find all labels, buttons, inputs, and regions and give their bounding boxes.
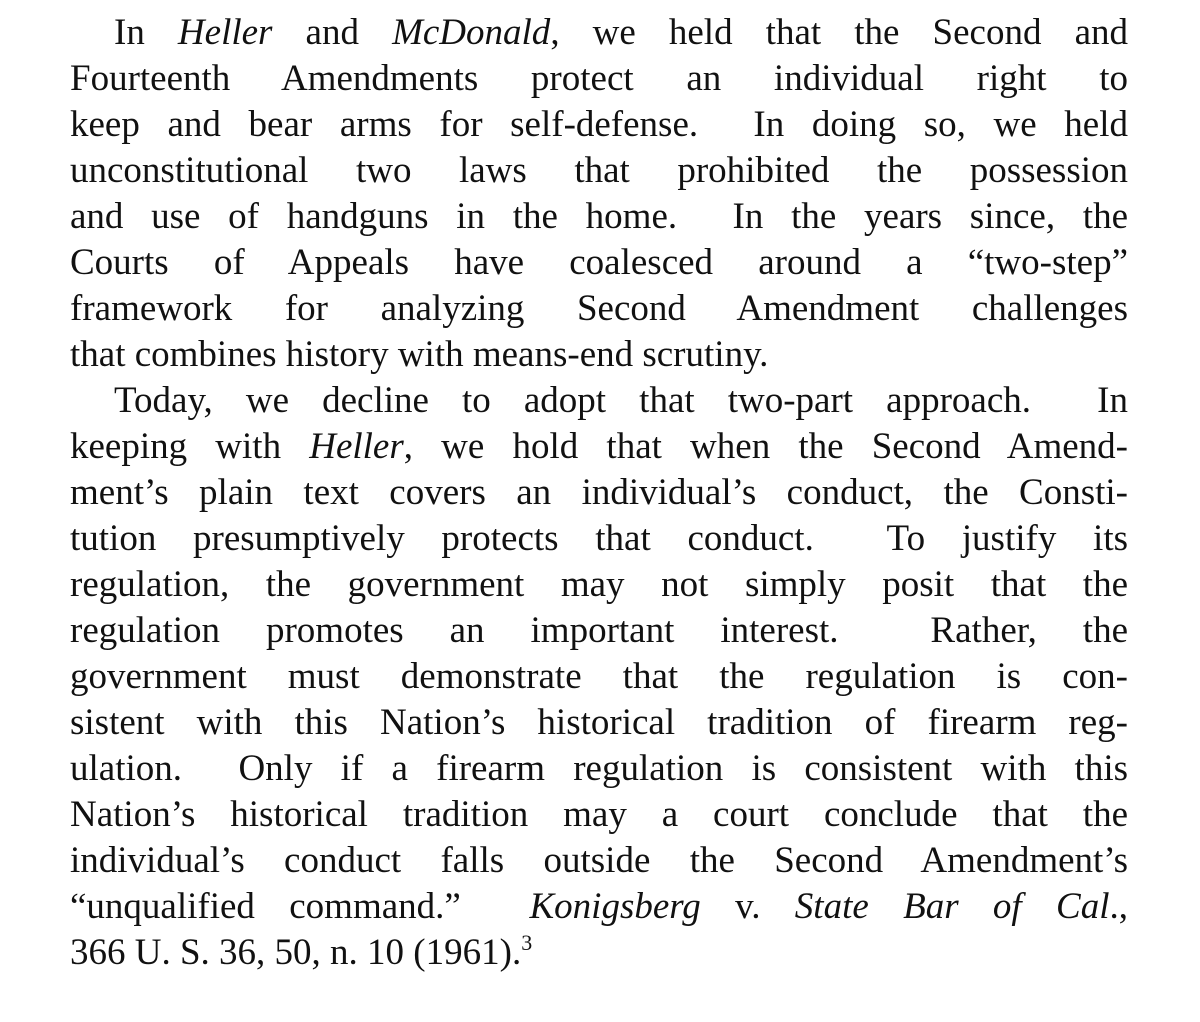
text-line — [70, 10, 1128, 56]
text-line — [70, 424, 1128, 470]
text-run: unconstitutional two laws that prohibited the possession — [70, 150, 1128, 191]
text-line — [70, 654, 1128, 700]
text-line — [70, 700, 1128, 746]
text-line — [70, 148, 1128, 194]
text-line — [70, 930, 1128, 976]
text-run: Today, we decline to adopt that two-part approach. In — [114, 380, 1128, 421]
text-run: “unqualified command.” — [70, 886, 530, 927]
text-line — [70, 102, 1128, 148]
text-run: Fourteenth Amendments protect an individual right to — [70, 58, 1128, 99]
text-run: Nation’s historical tradition may a court conclude that the — [70, 794, 1128, 835]
text-line — [70, 240, 1128, 286]
text-run: ulation. Only if a firearm regulation is consistent with this — [70, 748, 1128, 789]
text-line — [70, 746, 1128, 792]
text-run: v. — [700, 886, 795, 927]
footnote-marker: 3 — [521, 930, 533, 955]
text-line — [70, 332, 1128, 378]
text-line — [70, 56, 1128, 102]
text-run: ., — [1109, 886, 1128, 927]
text-run: , we held that the Second and — [550, 12, 1128, 53]
text-run: framework for analyzing Second Amendment challenges — [70, 288, 1128, 329]
text-run: tution presumptively protects that conduct. To justify its — [70, 518, 1128, 559]
text-run: , we hold that when the Second Amend- — [403, 426, 1129, 467]
text-line — [70, 562, 1128, 608]
opinion-text — [70, 10, 1128, 976]
text-run: and use of handguns in the home. In the years since, the — [70, 196, 1128, 237]
text-line — [70, 792, 1128, 838]
text-line — [70, 194, 1128, 240]
text-line — [70, 516, 1128, 562]
text-line — [70, 470, 1128, 516]
italic-case-name: Heller — [177, 12, 273, 53]
text-line — [70, 838, 1128, 884]
paragraph — [70, 378, 1128, 976]
text-line — [70, 286, 1128, 332]
italic-case-name: Konigsberg — [529, 886, 701, 927]
text-run: sistent with this Nation’s historical tradition of firearm reg- — [70, 702, 1128, 743]
text-run: keep and bear arms for self-defense. In doing so, we held — [70, 104, 1128, 145]
text-run: Courts of Appeals have coalesced around a “two-step” — [70, 242, 1128, 283]
text-run: regulation promotes an important interest. Rather, the — [70, 610, 1128, 651]
italic-case-name: State Bar of Cal — [794, 886, 1110, 927]
text-run: keeping with — [70, 426, 310, 467]
italic-case-name: Heller — [309, 426, 404, 467]
text-run: 366 U. S. 36, 50, n. 10 (1961). — [70, 932, 522, 973]
text-run: government must demonstrate that the regulation is con- — [70, 656, 1128, 697]
paragraph — [70, 10, 1128, 378]
text-run: and — [272, 12, 393, 53]
text-run: In — [114, 12, 178, 53]
text-run: regulation, the government may not simply posit that the — [70, 564, 1128, 605]
text-run: that combines history with means-end scrutiny. — [70, 334, 769, 375]
text-line — [70, 378, 1128, 424]
text-run: ment’s plain text covers an individual’s conduct, the Consti- — [70, 472, 1128, 513]
text-line — [70, 884, 1128, 930]
text-line — [70, 608, 1128, 654]
italic-case-name: McDonald — [392, 12, 551, 53]
text-run: individual’s conduct falls outside the Second Amendment’s — [70, 840, 1128, 881]
